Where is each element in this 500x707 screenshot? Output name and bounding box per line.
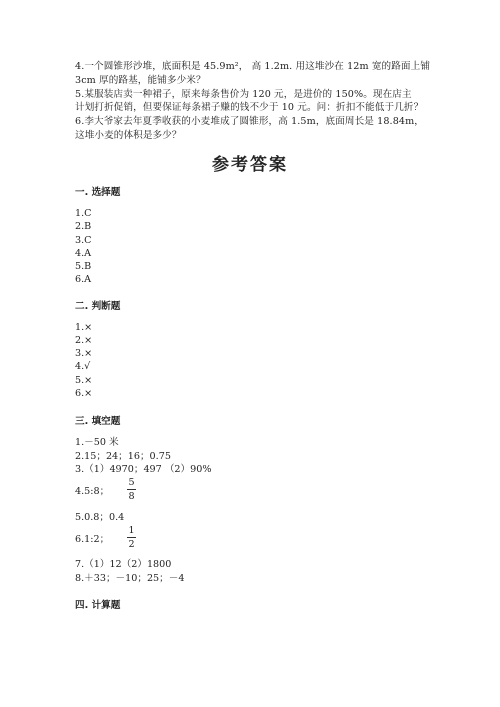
choice-answer-6: 6.A (75, 274, 92, 285)
fill-answer-3: 3.（1）4970；497 （2）90% (75, 464, 212, 475)
fill-answer-6: 6.1:2； (75, 534, 110, 545)
fraction-one-half (127, 525, 136, 550)
choice-answer-1: 1.C (75, 208, 92, 219)
section-heading-choice: 一. 选择题 (75, 187, 121, 198)
question-4-line-1: 4.一个圆锥形沙堆，底面积是 45.9m²， 高 1.2m. 用这堆沙在 12m 宽的路面上铺 (75, 61, 431, 72)
fraction-bar (127, 489, 136, 490)
choice-answer-4: 4.A (75, 248, 92, 259)
fill-answer-4: 4.5:8； (75, 486, 110, 497)
fill-answer-7: 7.（1）12（2）1800 (75, 559, 172, 570)
judgement-answer-5: 5.× (75, 375, 93, 386)
question-6-line-1: 6.李大爷家去年夏季收获的小麦堆成了圆锥形，高 1.5m，底面周长是 18.84m， (75, 116, 424, 127)
judgement-answer-1: 1.× (75, 322, 93, 333)
judgement-answer-3: 3.× (75, 348, 93, 359)
section-heading-calculation: 四. 计算题 (75, 600, 121, 611)
question-4-line-2: 3cm 厚的路基，能铺多少米？ (75, 75, 206, 86)
section-heading-fill-blank: 三. 填空题 (75, 416, 121, 427)
choice-answer-5: 5.B (75, 261, 92, 272)
question-6-line-2: 这堆小麦的体积是多少？ (75, 130, 182, 141)
judgement-answer-4: 4.√ (75, 361, 91, 372)
choice-answer-2: 2.B (75, 221, 92, 232)
question-5-line-1: 5.某服装店卖一种裙子，原来每条售价为 120 元，是进价的 150%。现在店主 (75, 89, 412, 100)
fraction-numerator: 5 (128, 477, 135, 488)
fill-answer-8: 8.＋33；－10；25；－4 (75, 573, 185, 584)
fill-answer-1: 1.－50 米 (75, 437, 119, 448)
fraction-bar (127, 537, 136, 538)
fraction-denominator: 2 (128, 539, 135, 550)
section-heading-judgement: 二. 判断题 (75, 301, 121, 312)
judgement-answer-2: 2.× (75, 335, 93, 346)
judgement-answer-6: 6.× (75, 388, 93, 399)
question-5-line-2: 计划打折促销，但要保证每条裙子赚的钱不少于 10 元。问：折扣不能低于几折？ (75, 102, 424, 113)
fraction-denominator: 8 (128, 491, 135, 502)
answer-key-title: 参考答案 (212, 155, 288, 175)
fraction-five-eighths (127, 477, 136, 502)
fill-answer-5: 5.0.8；0.4 (75, 512, 125, 523)
choice-answer-3: 3.C (75, 235, 92, 246)
fill-answer-2: 2.15；24；16；0.75 (75, 451, 171, 462)
fraction-numerator: 1 (128, 525, 135, 536)
